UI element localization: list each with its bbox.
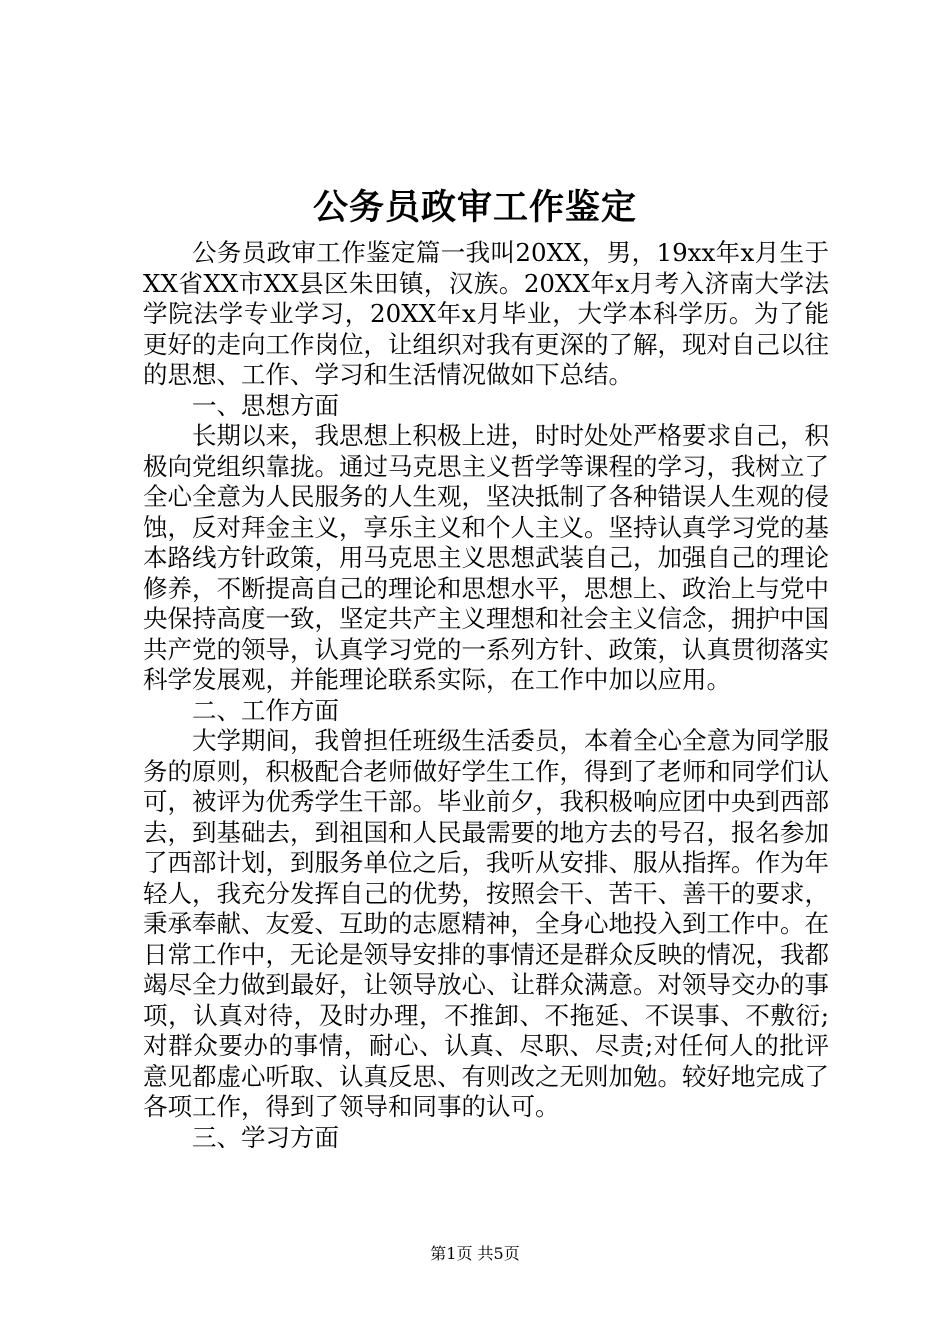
work-paragraph: 大学期间，我曾担任班级生活委员，本着全心全意为同学服务的原则，积极配合老师做好学生工作，得到了老师和同学们认可，被评为优秀学生干部。毕业前夕，我积极响应团中央到西部去，到基础去，到祖国和人民最需要的地方去的号召，报名参加了西部计划，到服务单位之后，我听从安排、服从指挥。作为年轻人，我充分发挥自己的优势，按照会干、苦干、善干的要求，秉承奉献、友爱、互助的志愿精神，全身心地投入到工作中。在日常工作中，无论是领导安排的事情还是群众反映的情况，我都竭尽全力做到最好，让领导放心、让群众满意。对领导交办的事项，认真对待，及时办理，不推卸、不拖延、不误事、不敷衍;对群众要办的事情，耐心、认真、尽职、尽责;对任何人的批评意见都虚心听取、认真反思、有则改之无则加勉。较好地完成了各项工作，得到了领导和同事的认可。 (143, 726, 829, 1121)
document-body (143, 238, 829, 1153)
section-heading-study: 三、学习方面 (192, 1122, 339, 1152)
document-title: 公务员政审工作鉴定 (312, 187, 637, 228)
section-heading-work: 二、工作方面 (192, 695, 339, 725)
thought-paragraph: 长期以来，我思想上积极上进，时时处处严格要求自己，积极向党组织靠拢。通过马克思主义哲学等课程的学习，我树立了全心全意为人民服务的人生观，坚决抵制了各种错误人生观的侵蚀，反对拜金主义，享乐主义和个人主义。坚持认真学习党的基本路线方针政策，用马克思主义思想武装自己，加强自己的理论修养，不断提高自己的理论和思想水平，思想上、政治上与党中央保持高度一致，坚定共产主义理想和社会主义信念，拥护中国共产党的领导，认真学习党的一系列方针、政策，认真贯彻落实科学发展观，并能理论联系实际，在工作中加以应用。 (143, 421, 829, 694)
section-heading-thought: 一、思想方面 (192, 390, 339, 420)
page-footer: 第1页 共5页 (430, 1244, 520, 1263)
intro-paragraph: 公务员政审工作鉴定篇一我叫20XX，男，19xx年x月生于XX省XX市XX县区朱田镇，汉族。20XX年x月考入济南大学法学院法学专业学习，20XX年x月毕业，大学本科学历。为了能更好的走向工作岗位，让组织对我有更深的了解，现对自己以往的思想、工作、学习和生活情况做如下总结。 (143, 238, 829, 389)
